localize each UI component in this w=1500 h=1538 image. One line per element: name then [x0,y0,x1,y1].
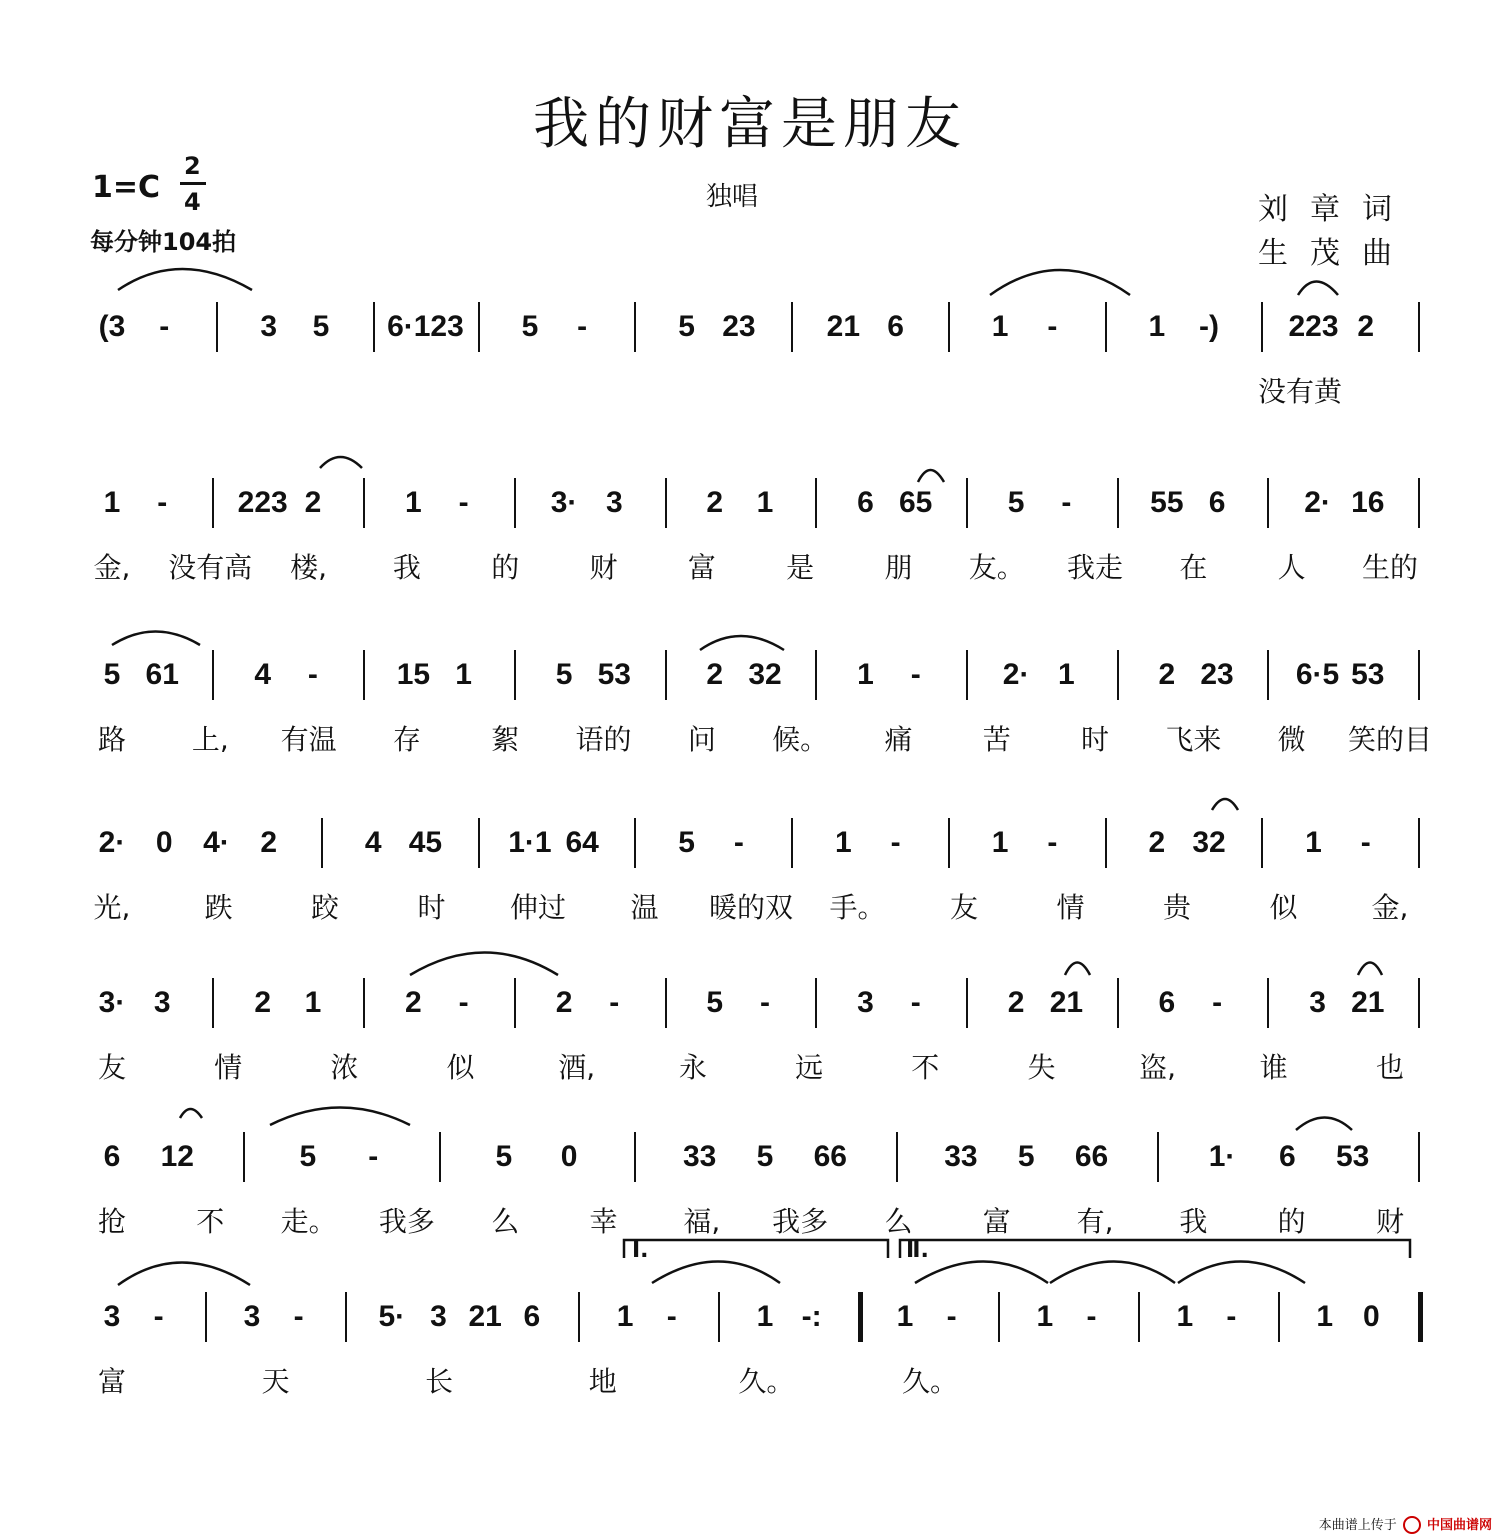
note: 5 [299,1140,317,1173]
note: - [890,826,901,859]
note: 223 [1288,310,1339,343]
note: 5 [555,658,573,691]
lyric-syllable: 有温 [280,723,337,756]
note: 1 [304,986,322,1019]
note: 23 [1200,658,1234,691]
note: 223 [237,486,288,519]
lyric-syllable: 盗, [1139,1051,1177,1084]
lyric-syllable: 语的 [575,723,632,756]
lyric-syllable: 财 [589,551,618,584]
note: 53 [1351,658,1385,691]
lyric-syllable: 抢 [97,1205,127,1238]
note: -) [1199,310,1220,343]
note: 65 [899,486,933,519]
lyric-syllable: 我 [392,551,421,584]
note: - [1226,1300,1237,1333]
note: 1 [455,658,472,691]
slur [270,1108,410,1126]
note: 3 [430,1300,447,1333]
lyric-syllable: 酒, [558,1051,596,1084]
note: 1 [1176,1300,1194,1333]
note: 1 [405,486,422,519]
footer-brand: 中国曲谱网 [1426,1517,1492,1533]
slur [1178,1262,1305,1284]
lyric-syllable: 是 [786,551,815,584]
lyric-syllable: 走。 [280,1205,337,1238]
lyric-syllable: 有, [1076,1205,1114,1238]
lyric-syllable: 伸过 [509,891,567,924]
slur [410,953,558,976]
note: 5 [678,826,695,859]
lyric-syllable: 富 [687,551,716,584]
lyric-syllable: 跌 [204,891,233,924]
note: -: [801,1300,822,1333]
note: 3 [153,986,171,1019]
note: 1 [857,658,874,691]
note: - [733,826,744,859]
slur [118,269,252,290]
note: 33 [683,1140,717,1173]
note: 3 [605,486,623,519]
note: 1 [756,1300,774,1333]
note: 6·123 [387,310,464,343]
lyric-syllable: 的 [491,551,520,584]
note: 2 [706,486,724,519]
note: 1· [1208,1140,1236,1173]
note: 1 [1316,1300,1334,1333]
lyric-syllable: 么 [491,1205,520,1238]
note: 1 [1058,658,1075,691]
lyric-syllable: 久。 [901,1365,959,1398]
note: 53 [1336,1140,1370,1173]
note: 2· [1304,486,1331,519]
note: 21 [826,310,861,343]
lyric-syllable: 长 [425,1365,454,1398]
lyric-syllable: 絮 [491,723,520,756]
lyric-syllable: 天 [261,1365,290,1398]
slur [112,632,200,646]
note: 6 [1158,986,1176,1019]
lyric-syllable: 候。 [772,723,829,756]
note: - [458,486,469,519]
lyric-syllable: 我多 [772,1205,829,1238]
lyric-syllable: 金, [1371,891,1409,924]
note: 5 [103,658,121,691]
note: 2 [706,658,724,691]
note: 15 [396,658,431,691]
note: - [1360,826,1371,859]
lyric-syllable: 路 [97,723,127,756]
lyric-syllable: 地 [588,1365,617,1398]
slur [1050,1262,1175,1284]
slur [915,1262,1048,1284]
note: 0 [155,826,173,859]
note: 16 [1351,486,1385,519]
lyricist-credit: 刘章词 [1258,192,1414,227]
note: 5 [756,1140,774,1173]
note: 66 [813,1140,847,1173]
time-signature-bottom: 4 [184,188,201,216]
lyric-syllable: 楼, [290,551,328,584]
note: 5 [706,986,724,1019]
note: 2 [405,986,422,1019]
composer-credit: 生茂曲 [1258,236,1414,271]
note: 3· [550,486,578,519]
note: 4 [364,826,382,859]
performance-form: 独唱 [706,182,759,212]
slur [1065,963,1090,976]
lyric-syllable: 人 [1277,551,1306,584]
note: 4 [254,658,272,691]
note: 4· [203,826,230,859]
note: 3 [103,1300,121,1333]
note: - [1061,486,1072,519]
note: - [159,310,170,343]
lyric-syllable: 温 [630,891,659,924]
lyric-syllable: 福, [683,1205,721,1238]
lyric-syllable: 谁 [1259,1051,1288,1084]
note: - [458,986,469,1019]
note: - [910,986,921,1019]
note: 1 [103,486,121,519]
note: 32 [748,658,782,691]
tempo-marking: 每分钟104拍 [90,228,237,256]
note: - [293,1300,304,1333]
note: 2 [260,826,278,859]
note: (3 [98,310,126,343]
note: 0 [1363,1300,1380,1333]
note: - [760,986,770,1019]
lyric-syllable: 友 [949,891,979,924]
note: - [946,1300,957,1333]
lyric-syllable: 财 [1375,1205,1405,1238]
lyric-syllable: 贵 [1162,891,1192,924]
note: 5 [1017,1140,1035,1173]
note: - [157,486,168,519]
lyric-syllable: 没有黄 [1257,375,1343,408]
lyric-syllable: 跤 [310,891,340,924]
note: - [368,1140,379,1173]
note: 5 [495,1140,513,1173]
note: 3 [260,310,278,343]
note: 1 [991,826,1009,859]
site-logo-icon [1403,1516,1421,1534]
note: 12 [160,1140,194,1173]
note: 2· [98,826,126,859]
note: 21 [1351,986,1385,1019]
volta-1 [624,1240,888,1258]
note: 1 [1148,310,1166,343]
lyric-syllable: 生的 [1361,551,1419,584]
note: 3· [98,986,126,1019]
lyric-syllable: 问 [687,723,716,756]
note: - [577,310,588,343]
note: - [1047,826,1058,859]
note: 2 [1158,658,1176,691]
lyric-syllable: 苦 [982,723,1011,756]
note: 2 [254,986,272,1019]
lyric-syllable: 浓 [330,1051,359,1084]
volta-1-label: Ⅰ. [632,1238,649,1263]
lyric-syllable: 手。 [829,891,886,924]
lyric-syllable: 金, [93,551,131,584]
note: 23 [722,310,756,343]
note: 5· [378,1300,406,1333]
note: 1 [616,1300,634,1333]
note: 64 [565,826,599,859]
slur [1298,282,1338,296]
lyric-syllable: 我多 [378,1205,435,1238]
lyric-syllable: 光, [93,891,131,924]
song-title: 我的财富是朋友 [533,92,967,157]
note: 6 [523,1300,541,1333]
note: - [307,658,318,691]
slur [700,636,784,650]
slur [918,470,944,482]
note: 2· [1002,658,1030,691]
lyric-syllable: 我走 [1067,551,1124,584]
lyric-syllable: 久。 [738,1365,795,1398]
note: 1 [835,826,852,859]
note: 1 [756,486,774,519]
lyric-syllable: 痛 [884,723,913,756]
volta-2-label: Ⅱ. [906,1238,929,1263]
note: 2 [1007,986,1025,1019]
lyric-syllable: 似 [446,1051,475,1084]
lyric-syllable: 富 [97,1365,127,1398]
slur [652,1262,780,1284]
lyric-syllable: 么 [884,1205,913,1238]
note: 1 [1305,826,1322,859]
lyric-syllable: 微 [1277,723,1306,756]
note: 6·5 [1295,658,1340,691]
note: 2 [304,486,322,519]
time-signature-top: 2 [184,152,201,180]
note: 3 [857,986,874,1019]
lyric-syllable: 时 [1081,723,1110,756]
slur [1358,963,1382,976]
lyric-syllable: 存 [392,723,421,756]
lyric-syllable: 上, [191,723,229,756]
lyric-syllable: 时 [417,891,446,924]
footer-prefix: 本曲谱上传于 [1318,1517,1397,1533]
lyric-syllable: 不 [196,1205,225,1238]
lyric-syllable: 也 [1375,1051,1405,1084]
note: 1 [1036,1300,1054,1333]
note: - [1047,310,1058,343]
slur [1212,799,1238,810]
note: 33 [944,1140,978,1173]
lyric-syllable: 的 [1277,1205,1306,1238]
note: - [609,986,620,1019]
lyric-syllable: 富 [982,1205,1011,1238]
lyric-syllable: 情 [1056,891,1085,924]
note: 0 [560,1140,578,1173]
note: 21 [468,1300,502,1333]
note: 5 [1007,486,1025,519]
note: 1·1 [508,826,552,859]
note: - [153,1300,164,1333]
lyric-syllable: 永 [678,1051,707,1084]
lyric-syllable: 远 [795,1051,824,1084]
note: - [1086,1300,1097,1333]
lyric-syllable: 情 [214,1051,243,1084]
note: 2 [1357,310,1375,343]
note: - [1212,986,1223,1019]
slur [1296,1118,1352,1131]
note: - [910,658,921,691]
note: 21 [1049,986,1084,1019]
note: 53 [597,658,631,691]
lyric-syllable: 友。 [968,551,1025,584]
key-signature: 1=C [92,170,161,205]
note: 3 [1309,986,1326,1019]
lyric-syllable: 飞来 [1165,723,1222,756]
note: 6 [103,1140,121,1173]
note: 3 [243,1300,261,1333]
note: 66 [1074,1140,1109,1173]
lyric-syllable: 不 [911,1051,940,1084]
lyric-syllable: 笑的目 [1347,723,1433,756]
note: 5 [521,310,539,343]
note: 6 [1208,486,1226,519]
note: 5 [678,310,695,343]
lyric-syllable: 似 [1269,891,1298,924]
note: 2 [1148,826,1166,859]
lyric-syllable: 失 [1027,1051,1056,1084]
lyric-syllable: 朋 [884,551,913,584]
note: 1 [896,1300,914,1333]
volta-2 [900,1240,1410,1258]
note: 5 [312,310,330,343]
slur [180,1109,202,1118]
lyric-syllable: 在 [1179,551,1208,584]
note: 32 [1192,826,1226,859]
lyric-syllable: 幸 [589,1205,618,1238]
lyric-syllable: 没有高 [168,551,253,584]
note: 45 [408,826,443,859]
lyric-syllable: 我 [1179,1205,1208,1238]
note: 61 [145,658,179,691]
note: 6 [887,310,904,343]
note: 6 [1279,1140,1296,1173]
lyric-syllable: 友 [97,1051,127,1084]
slur [990,270,1130,295]
lyric-syllable: 暖的双 [708,891,794,924]
note: 55 [1150,486,1184,519]
note: - [666,1300,677,1333]
slur [118,1263,250,1286]
note: 2 [555,986,573,1019]
note: 1 [991,310,1009,343]
footer [1319,1514,1492,1535]
note: 6 [857,486,874,519]
slur [320,457,362,468]
